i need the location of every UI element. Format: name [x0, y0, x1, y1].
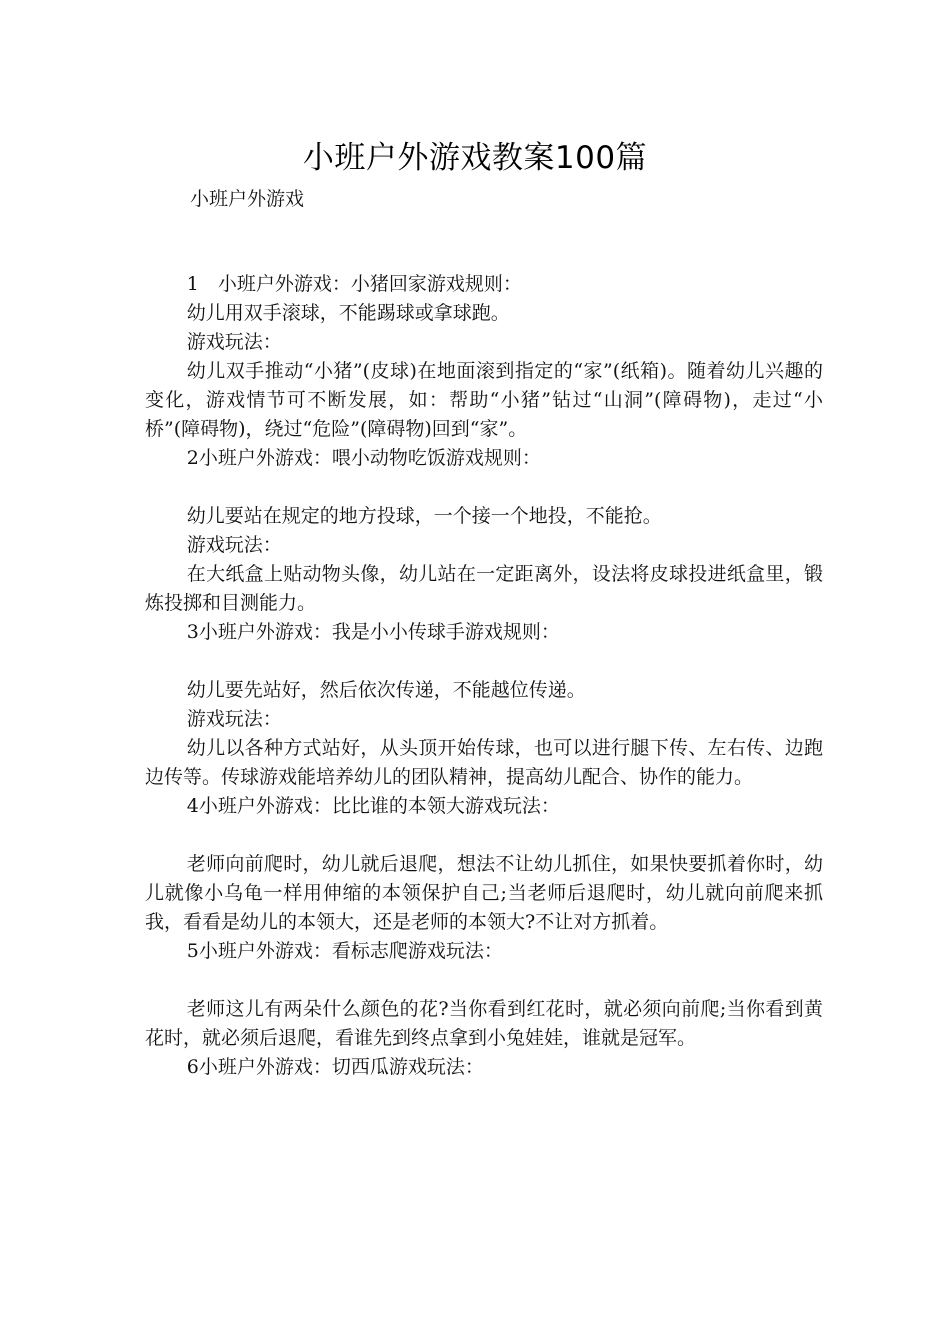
- paragraph: 1 小班户外游戏：小猪回家游戏规则：: [186, 273, 522, 295]
- section-heading: 6小班户外游戏：切西瓜游戏玩法：: [186, 1056, 484, 1078]
- paragraph: 幼儿以各种方式站好，从头顶开始传球，也可以进行腿下传、左右传、边跑边传等。传球游戏能培养幼儿的团队精神，提高幼儿配合、协作的能力。: [145, 737, 823, 788]
- paragraph: 在大纸盒上贴动物头像，幼儿站在一定距离外，设法将皮球投进纸盒里，锻炼投掷和目测能力。: [145, 563, 823, 614]
- document-title: 小班户外游戏教案100篇: [302, 140, 648, 176]
- paragraph: 幼儿用双手滚球，不能踢球或拿球跑。: [186, 302, 510, 324]
- paragraph: 幼儿要先站好，然后依次传递，不能越位传递。: [186, 679, 586, 701]
- section-heading: 3小班户外游戏：我是小小传球手游戏规则：: [186, 621, 560, 643]
- section-heading: 5小班户外游戏：看标志爬游戏玩法：: [186, 940, 503, 962]
- paragraph: 幼儿要站在规定的地方投球，一个接一个地投，不能抢。: [186, 505, 662, 527]
- paragraph: 游戏玩法：: [186, 534, 282, 556]
- paragraph: 老师向前爬时，幼儿就后退爬，想法不让幼儿抓住，如果快要抓着你时，幼儿就像小乌龟一样用伸缩的本领保护自己;当老师后退爬时，幼儿就向前爬来抓我，看看是幼儿的本领大，还是老师的本领大?不让对方抓着。: [145, 853, 823, 933]
- paragraph: 游戏玩法：: [186, 708, 282, 730]
- document-subtitle: 小班户外游戏: [190, 188, 305, 210]
- paragraph: 老师这儿有两朵什么颜色的花?当你看到红花时，就必须向前爬;当你看到黄花时，就必须后退爬，看谁先到终点拿到小兔娃娃，谁就是冠军。: [145, 998, 823, 1049]
- section-heading: 4小班户外游戏：比比谁的本领大游戏玩法：: [186, 795, 560, 817]
- document-body: [145, 270, 823, 1082]
- section-heading: 2小班户外游戏：喂小动物吃饭游戏规则：: [186, 447, 541, 469]
- paragraph: 幼儿双手推动“小猪”(皮球)在地面滚到指定的“家”(纸箱)。随着幼儿兴趣的变化，游戏情节可不断发展，如：帮助“小猪”钻过“山洞”(障碍物)，走过“小桥”(障碍物)，绕过“危险”(障碍物)回到“家”。: [145, 360, 823, 440]
- paragraph: 游戏玩法：: [186, 331, 282, 353]
